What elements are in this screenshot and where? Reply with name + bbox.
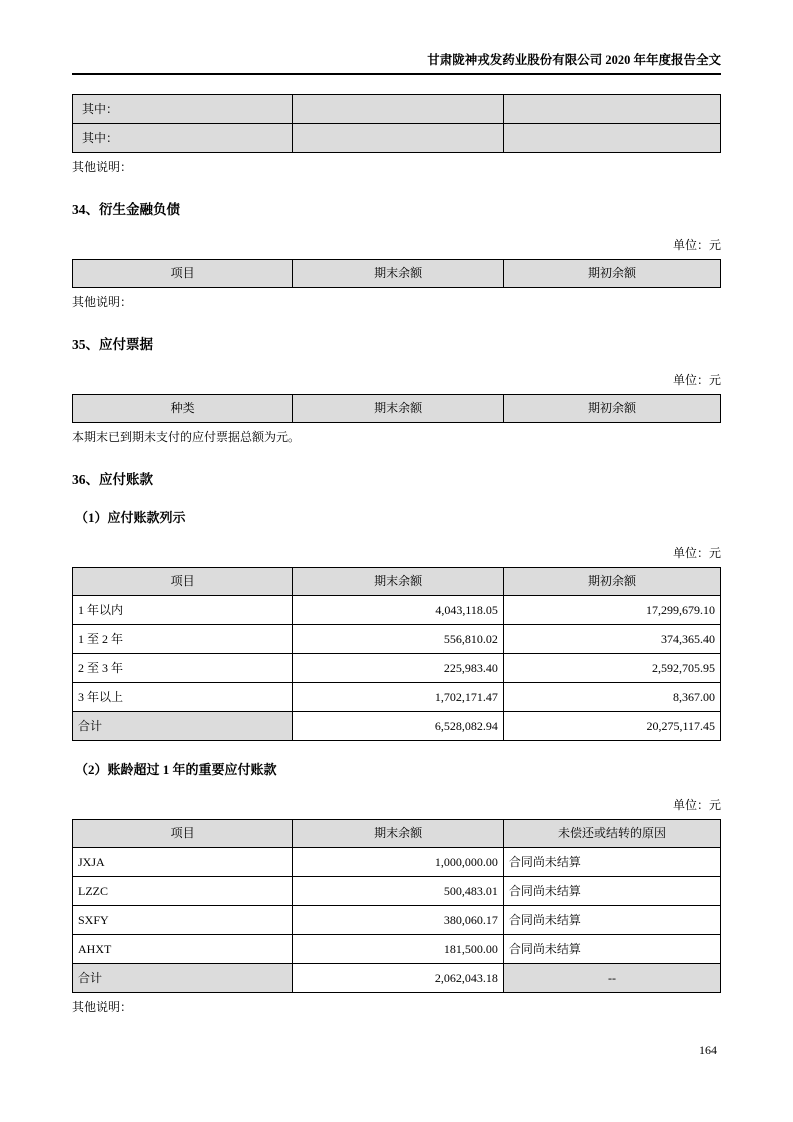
table-row [73,95,721,124]
table-row [73,124,721,153]
table-row [73,625,721,654]
page-number: 164 [699,1043,717,1057]
section-36-2-title: （2）账龄超过 1 年的重要应付账款 [75,762,277,777]
other-notes-label: 其他说明： [72,295,133,309]
table-header-row [73,820,721,848]
unit-label: 单位：元 [672,546,721,560]
row-label-cell: AHXT [73,935,293,964]
beginning-balance-total-cell: 20,275,117.45 [503,712,720,741]
beginning-balance-cell: 17,299,679.10 [503,596,720,625]
ending-balance-cell: 225,983.40 [293,654,504,683]
accounts-payable-aging-table [72,567,721,741]
header-cell: 项目 [73,568,293,596]
carryover-table [72,94,721,153]
total-row [73,964,721,993]
unit-label: 单位：元 [672,373,721,387]
beginning-balance-cell: 374,365.40 [503,625,720,654]
table-row [73,877,721,906]
notes-payable-table [72,394,721,423]
row-label-cell: 3 年以上 [73,683,293,712]
ending-balance-cell: 380,060.17 [293,906,504,935]
section-34-title: 34、衍生金融负债 [72,202,180,217]
unit-label: 单位：元 [672,798,721,812]
header-cell: 期初余额 [503,395,720,423]
row-label-cell: 1 至 2 年 [73,625,293,654]
ending-balance-total-cell: 2,062,043.18 [293,964,504,993]
table-row [73,848,721,877]
beginning-balance-cell: 8,367.00 [503,683,720,712]
section-35-title: 35、应付票据 [72,337,153,352]
reason-cell: 合同尚未结算 [503,935,720,964]
table-row [73,683,721,712]
ending-balance-cell: 181,500.00 [293,935,504,964]
ending-balance-cell: 556,810.02 [293,625,504,654]
reason-cell: 合同尚未结算 [503,906,720,935]
report-title: 甘肃陇神戎发药业股份有限公司 2020 年年度报告全文 [427,53,721,67]
row-label-cell: 1 年以内 [73,596,293,625]
total-label-cell: 合计 [73,712,293,741]
aged-payables-table [72,819,721,993]
total-row [73,712,721,741]
page-content [72,0,721,1015]
other-notes-label: 其他说明： [72,160,133,174]
reason-cell: 合同尚未结算 [503,877,720,906]
derivative-liabilities-table [72,259,721,288]
header-cell: 期末余额 [293,395,504,423]
ending-balance-cell: 1,702,171.47 [293,683,504,712]
section-36-1-title: （1）应付账款列示 [75,510,186,525]
row-label-cell: 2 至 3 年 [73,654,293,683]
section-36-title: 36、应付账款 [72,472,153,487]
reason-total-cell: -- [503,964,720,993]
page-header [72,0,721,75]
header-cell: 种类 [73,395,293,423]
row-label-cell: JXJA [73,848,293,877]
notes-payable-remark: 本期末已到期未支付的应付票据总额为元。 [72,430,301,444]
value-cell [503,124,720,153]
header-cell: 项目 [73,820,293,848]
table-row [73,935,721,964]
value-cell [293,124,504,153]
row-label-cell: SXFY [73,906,293,935]
table-header-row [73,568,721,596]
value-cell [503,95,720,124]
table-row [73,654,721,683]
unit-label: 单位：元 [672,238,721,252]
reason-cell: 合同尚未结算 [503,848,720,877]
header-cell: 期初余额 [503,260,720,288]
table-row [73,906,721,935]
header-cell: 期末余额 [293,820,504,848]
header-cell: 期末余额 [293,260,504,288]
header-cell: 未偿还或结转的原因 [503,820,720,848]
table-header-row [73,395,721,423]
table-header-row [73,260,721,288]
table-row [73,596,721,625]
value-cell [293,95,504,124]
other-notes-label: 其他说明： [72,1000,133,1014]
ending-balance-cell: 4,043,118.05 [293,596,504,625]
row-label-cell: 其中： [73,95,293,124]
ending-balance-total-cell: 6,528,082.94 [293,712,504,741]
header-cell: 期末余额 [293,568,504,596]
beginning-balance-cell: 2,592,705.95 [503,654,720,683]
header-cell: 项目 [73,260,293,288]
total-label-cell: 合计 [73,964,293,993]
row-label-cell: 其中： [73,124,293,153]
ending-balance-cell: 1,000,000.00 [293,848,504,877]
row-label-cell: LZZC [73,877,293,906]
ending-balance-cell: 500,483.01 [293,877,504,906]
header-cell: 期初余额 [503,568,720,596]
